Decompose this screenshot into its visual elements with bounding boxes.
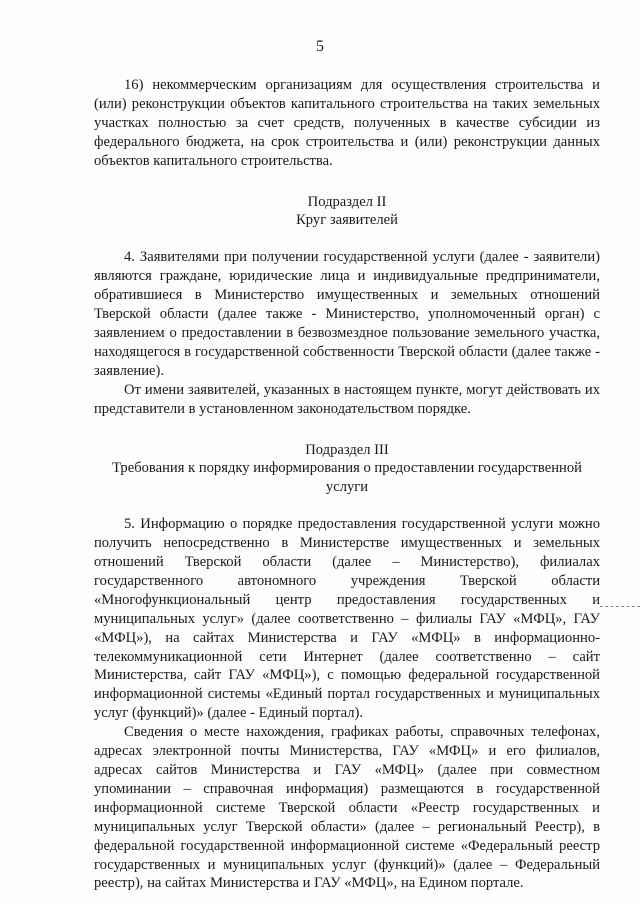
subsection-2-header: [94, 193, 600, 231]
spacer: [94, 171, 600, 193]
subsection-3-header: [94, 441, 600, 498]
representatives-paragraph: От имени заявителей, указанных в настоящем пункте, могут действовать их представители в установленном законодательством порядке.: [94, 381, 600, 417]
document-body: [94, 76, 600, 893]
page-number: 5: [316, 38, 324, 55]
subsection-2-title: Круг заявителей: [296, 212, 398, 229]
item-4-paragraph: 4. Заявителями при получении государственной услуги (далее - заявители) являются граждане, юридические лица и индивидуальные предприниматели, обратившиеся в Министерство имущественных и земельных отношений Тверской области (далее также - Министерство, уполномоченный орган) с заявлением о предоставлении в безвозмездное пользование земельного участка, находящегося в государственной собственности Тверской области (далее также - заявление).: [94, 249, 600, 379]
spacer: [94, 497, 600, 515]
spacer: [94, 419, 600, 441]
subsection-2-heading: Подраздел II: [307, 193, 387, 210]
item-16-paragraph: 16) некоммерческим организациям для осуществления строительства и (или) реконструкции объектов капитального строительства на таких земельных участках полностью за счет средств, полученных в качестве субсидии из федерального бюджета, на срок строительства и (или) реконструкции данных объектов капитального строительства.: [94, 77, 600, 169]
subsection-3-heading: Подраздел III: [305, 441, 389, 458]
item-5-paragraph: 5. Информацию о порядке предоставления государственной услуги можно получить непосредственно в Министерстве имущественных и земельных отношений Тверской области (далее – Министерство), филиалах государственного автономного учреждения Тверской области «Многофункциональный центр предоставления государственных и муниципальных услуг» (далее соответственно – филиалы ГАУ «МФЦ», ГАУ «МФЦ»), на сайтах Министерства и ГАУ «МФЦ» в информационно-телекоммуникационной сети Интернет (далее соответственно – сайт Министерства, сайт ГАУ «МФЦ»), с помощью федеральной государственной информационной системы «Единый портал государственных и муниципальных услуг (функций)» (далее - Единый портал).: [94, 516, 600, 722]
subsection-3-title: Требования к порядку информирования о предоставлении государственной услуги: [112, 460, 582, 496]
scan-artifact-line: [600, 606, 640, 607]
spacer: [94, 230, 600, 248]
reference-info-paragraph: Сведения о месте нахождения, графиках работы, справочных телефонах, адресах электронной почты Министерства, ГАУ «МФЦ» и его филиалов, адресах сайтов Министерства и ГАУ «МФЦ» (далее при совместном упоминании – справочная информация) размещаются в государственной информационной системе Тверской области «Реестр государственных и муниципальных услуг Тверской области» (далее – региональный Реестр), в федеральной государственной информационной системе «Федеральный реестр государственных и муниципальных услуг (функций)» (далее – Федеральный реестр), на сайтах Министерства и ГАУ «МФЦ», на Едином портале.: [94, 724, 600, 892]
